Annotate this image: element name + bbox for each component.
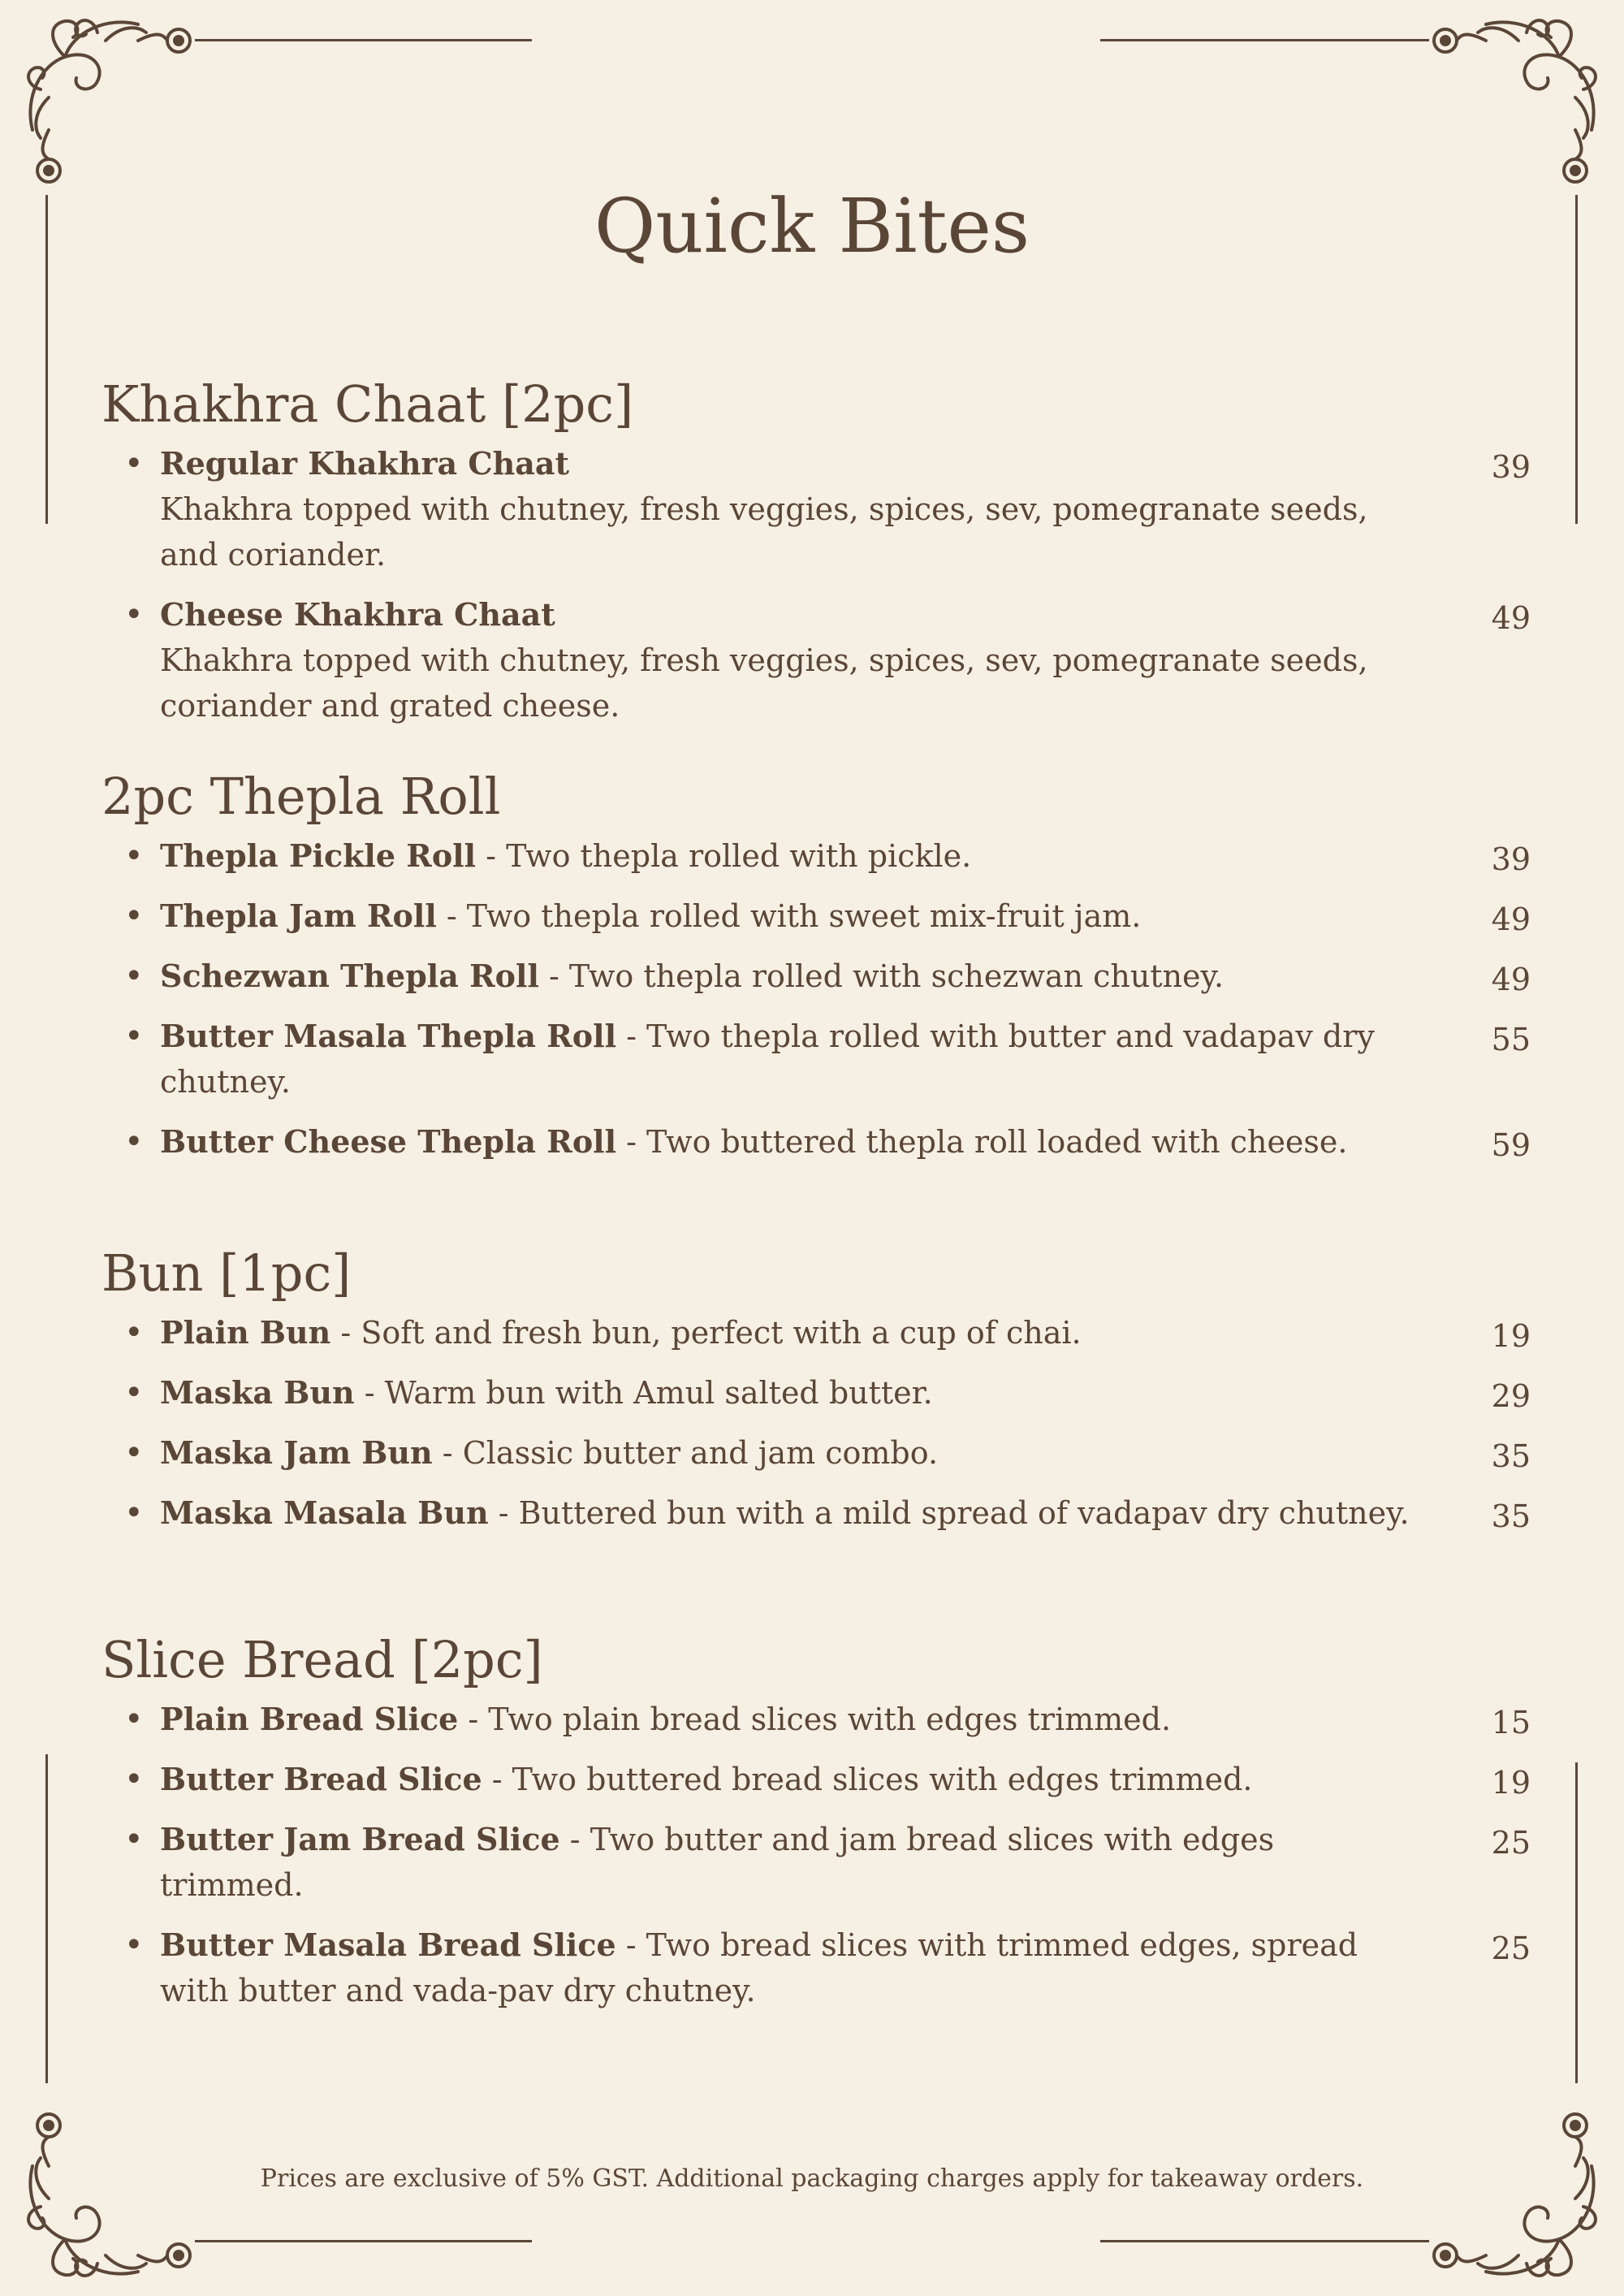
- item-name: Thepla Pickle Roll: [160, 837, 477, 875]
- item-description: Two butter and jam bread slices with edges trimmed.: [160, 1822, 1275, 1904]
- border-line-right-bottom: [1575, 1762, 1578, 2083]
- item-price: 19: [1491, 1765, 1531, 1801]
- footer-note: Prices are exclusive of 5% GST. Additional packaging charges apply for takeaway orders.: [260, 2164, 1364, 2193]
- menu-item: [102, 893, 1531, 939]
- item-name: Maska Masala Bun: [160, 1494, 489, 1532]
- item-name: Maska Jam Bun: [160, 1434, 433, 1472]
- item-name: Butter Cheese Thepla Roll: [160, 1123, 617, 1161]
- item-description: Warm bun with Amul salted butter.: [384, 1375, 933, 1412]
- separator: -: [354, 1375, 385, 1412]
- menu-item: [102, 592, 1531, 729]
- item-price: 35: [1491, 1498, 1531, 1535]
- section-heading: Slice Bread [2pc]: [102, 1630, 543, 1689]
- item-description: Two thepla rolled with schezwan chutney.: [568, 958, 1224, 995]
- item-price: 19: [1491, 1318, 1531, 1355]
- corner-ornament-bottom-left: [16, 2101, 203, 2288]
- separator: -: [436, 898, 467, 935]
- separator: -: [559, 1822, 590, 1858]
- menu-item: [102, 1922, 1531, 2013]
- menu-item: [102, 1310, 1531, 1356]
- item-price: 15: [1491, 1705, 1531, 1741]
- item-description: Two plain bread slices with edges trimmed.: [488, 1701, 1172, 1738]
- menu-item: [102, 1370, 1531, 1416]
- item-description: Khakhra topped with chutney, fresh veggies, spices, sev, pomegranate seeds, coriander and grated cheese.: [160, 642, 1368, 724]
- bullet-icon: •: [124, 1434, 144, 1472]
- bullet-icon: •: [124, 1821, 144, 1859]
- item-price: 39: [1491, 841, 1531, 878]
- border-line-top-left: [195, 39, 532, 41]
- bullet-icon: •: [124, 596, 144, 634]
- menu-section-thepla-roll: [102, 767, 1531, 1179]
- menu-item: [102, 1430, 1531, 1476]
- separator: -: [482, 1762, 512, 1798]
- bullet-icon: •: [124, 1374, 144, 1412]
- section-heading: 2pc Thepla Roll: [102, 767, 501, 826]
- bullet-icon: •: [124, 1761, 144, 1799]
- menu-item: [102, 1817, 1531, 1908]
- menu-section-bun: [102, 1244, 1531, 1550]
- item-description: Two thepla rolled with sweet mix-fruit jam.: [466, 898, 1142, 935]
- item-name: Butter Masala Thepla Roll: [160, 1018, 617, 1055]
- menu-item: [102, 1490, 1531, 1536]
- menu-item: [102, 833, 1531, 879]
- item-name: Schezwan Thepla Roll: [160, 958, 539, 995]
- menu-item: [102, 1014, 1531, 1105]
- bullet-icon: •: [124, 837, 144, 876]
- flourish-icon: [1421, 8, 1608, 195]
- separator: -: [538, 958, 569, 995]
- separator: -: [615, 1927, 646, 1964]
- separator: -: [616, 1018, 647, 1055]
- border-line-left-bottom: [45, 1754, 48, 2083]
- item-description: Buttered bun with a mild spread of vadapav dry chutney.: [518, 1495, 1410, 1532]
- separator: -: [616, 1124, 647, 1161]
- separator: -: [458, 1701, 489, 1738]
- corner-ornament-top-right: [1421, 8, 1608, 195]
- item-description: Classic butter and jam combo.: [462, 1435, 939, 1472]
- item-price: 59: [1491, 1127, 1531, 1164]
- separator: -: [330, 1315, 361, 1351]
- item-name: Regular Khakhra Chaat: [160, 445, 570, 482]
- menu-item: [102, 1119, 1531, 1165]
- item-description: Soft and fresh bun, perfect with a cup of chai.: [361, 1315, 1082, 1351]
- bullet-icon: •: [124, 1701, 144, 1739]
- corner-ornament-bottom-right: [1421, 2101, 1608, 2288]
- bullet-icon: •: [124, 1926, 144, 1965]
- menu-section-slice-bread: [102, 1631, 1531, 2028]
- item-price: 39: [1491, 449, 1531, 486]
- bullet-icon: •: [124, 1123, 144, 1161]
- section-heading: Bun [1pc]: [102, 1243, 352, 1303]
- bullet-icon: •: [124, 445, 144, 483]
- menu-item: [102, 441, 1531, 577]
- border-line-bottom-right: [1100, 2240, 1429, 2242]
- item-price: 25: [1491, 1931, 1531, 1967]
- item-price: 49: [1491, 600, 1531, 637]
- item-name: Thepla Jam Roll: [160, 897, 437, 935]
- item-price: 35: [1491, 1438, 1531, 1475]
- flourish-icon: [16, 2101, 203, 2288]
- menu-item: [102, 1757, 1531, 1802]
- item-description: Khakhra topped with chutney, fresh veggies, spices, sev, pomegranate seeds, and coriander.: [160, 491, 1368, 573]
- item-description: Two buttered thepla roll loaded with cheese.: [646, 1124, 1348, 1161]
- border-line-bottom-left: [195, 2240, 532, 2242]
- border-line-top-right: [1100, 39, 1429, 41]
- separator: -: [488, 1495, 519, 1532]
- item-name: Maska Bun: [160, 1374, 355, 1412]
- item-name: Cheese Khakhra Chaat: [160, 596, 555, 633]
- item-price: 29: [1491, 1378, 1531, 1415]
- item-price: 25: [1491, 1825, 1531, 1861]
- item-description: Two buttered bread slices with edges trimmed.: [512, 1762, 1253, 1798]
- flourish-icon: [1421, 2101, 1608, 2288]
- bullet-icon: •: [124, 1314, 144, 1352]
- item-description: Two thepla rolled with butter and vadapav dry chutney.: [160, 1018, 1375, 1100]
- separator: -: [432, 1435, 463, 1472]
- item-price: 49: [1491, 902, 1531, 938]
- menu-section-khakhra-chaat: [102, 375, 1531, 743]
- page-title: Quick Bites: [594, 183, 1030, 270]
- item-price: 55: [1491, 1022, 1531, 1058]
- bullet-icon: •: [124, 897, 144, 936]
- item-name: Butter Jam Bread Slice: [160, 1821, 560, 1858]
- corner-ornament-top-left: [16, 8, 203, 195]
- flourish-icon: [16, 8, 203, 195]
- menu-item: [102, 953, 1531, 999]
- bullet-icon: •: [124, 1494, 144, 1533]
- item-description: Two bread slices with trimmed edges, spread with butter and vada-pav dry chutney.: [160, 1927, 1358, 2009]
- bullet-icon: •: [124, 1018, 144, 1056]
- bullet-icon: •: [124, 958, 144, 996]
- item-name: Butter Masala Bread Slice: [160, 1926, 616, 1964]
- item-description: Two thepla rolled with pickle.: [506, 838, 972, 875]
- item-name: Plain Bread Slice: [160, 1701, 459, 1738]
- item-name: Plain Bun: [160, 1314, 331, 1351]
- separator: -: [476, 838, 507, 875]
- item-name: Butter Bread Slice: [160, 1761, 482, 1798]
- section-heading: Khakhra Chaat [2pc]: [102, 374, 634, 434]
- menu-item: [102, 1697, 1531, 1742]
- item-price: 49: [1491, 962, 1531, 998]
